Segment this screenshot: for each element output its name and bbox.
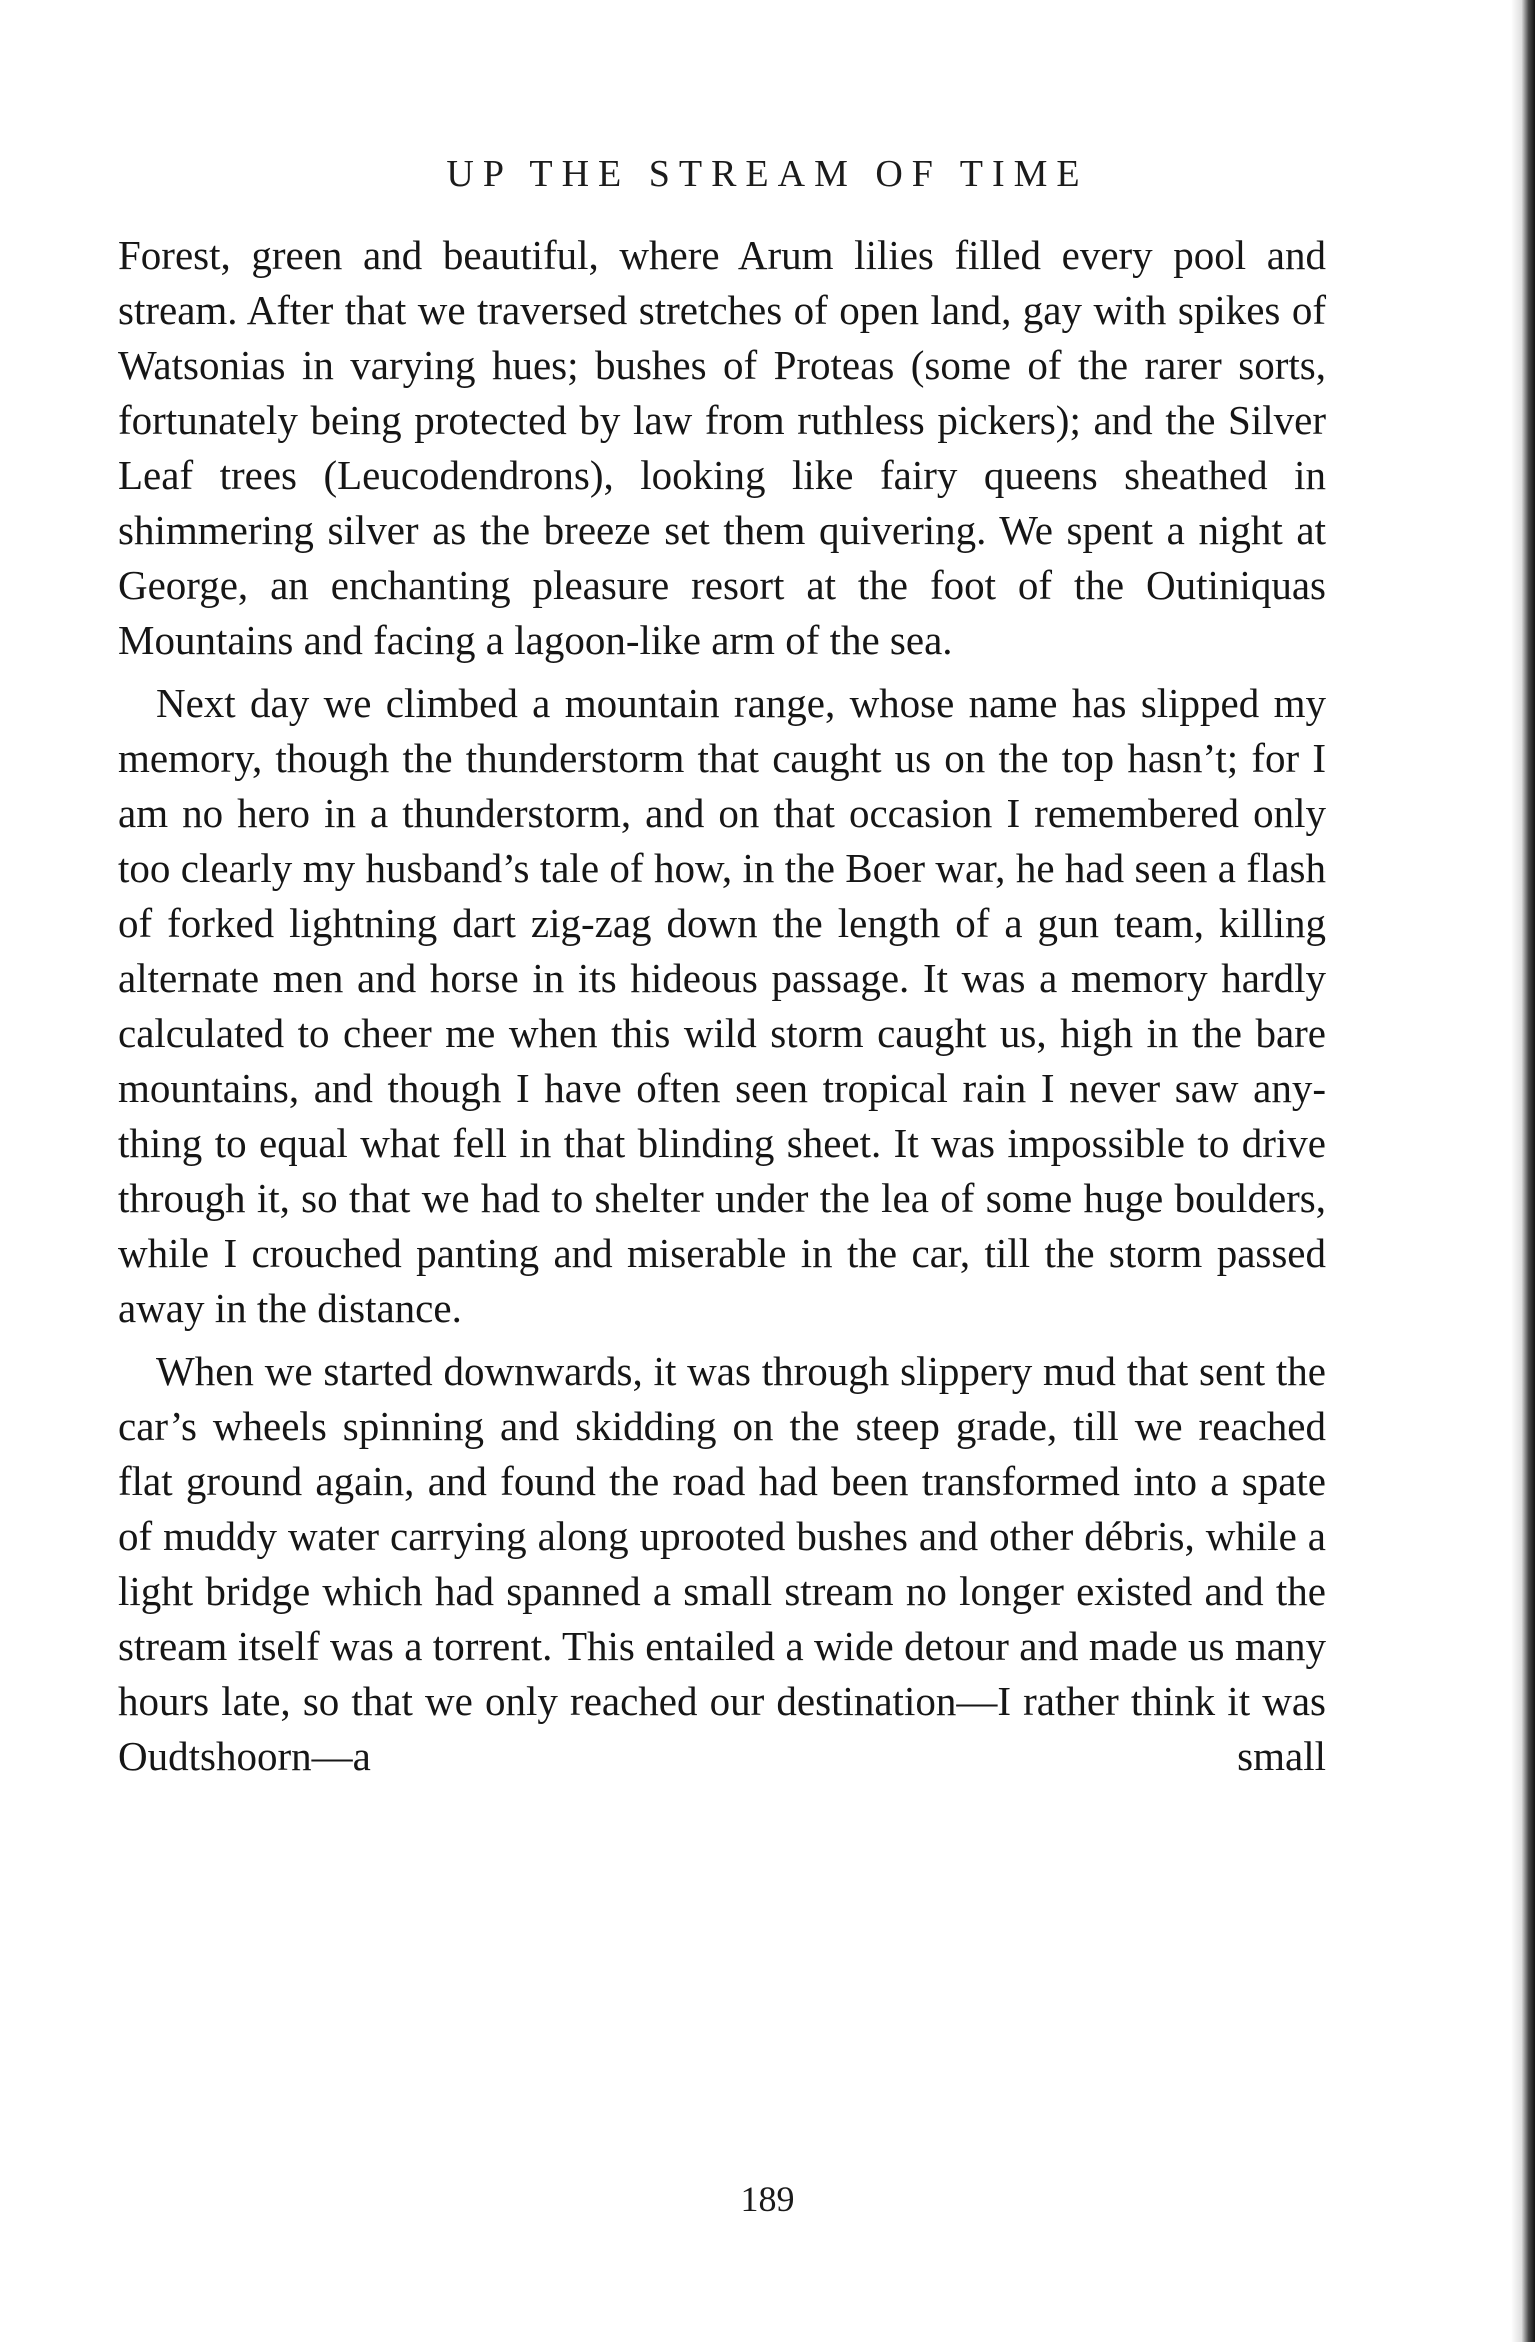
running-head: UP THE STREAM OF TIME	[446, 153, 1089, 195]
binding-edge	[1521, 0, 1535, 2342]
paragraph-1: Forest, green and beautiful, where Arum lilies filled every pool and stream. After that we traversed stretches of open land, gay with spikes of Watsonias in varying hues; bushes of Proteas (some of the rarer sorts, fortunately being protected by law from ruthless pickers); and the Silver Leaf trees (Leucodendrons), looking like fairy queens sheathed in shimmering silver as the breeze set them quivering. We spent a night at George, an enchanting pleasure resort at the foot of the Outiniquas Mountains and facing a lagoon-like arm of the sea.	[118, 232, 1326, 663]
paragraph-2: Next day we climbed a mountain range, whose name has slipped my memory, though the thunderstorm that caught us on the top hasn’t; for I am no hero in a thunderstorm, and on that occasion I remembered only too clearly my husband’s tale of how, in the Boer war, he had seen a flash of forked lightning dart zig-zag down the length of a gun team, killing alternate men and horse in its hideous passage. It was a memory hardly calculated to cheer me when this wild storm caught us, high in the bare mountains, and though I have often seen tropical rain I never saw anything to equal what fell in that blinding sheet. It was impossible to drive through it, so that we had to shelter under the lea of some huge boulders, while I crouched panting and miserable in the car, till the storm passed away in the distance.	[118, 680, 1326, 1331]
page-number: 189	[740, 2179, 795, 2219]
binding-shadow	[1511, 0, 1521, 2342]
body-text	[118, 228, 1326, 1784]
paragraph-3: When we started downwards, it was through slippery mud that sent the car’s wheels spinning and skidding on the steep grade, till we reached flat ground again, and found the road had been transformed into a spate of muddy water carrying along uprooted bushes and other débris, while a light bridge which had spanned a small stream no longer existed and the stream itself was a torrent. This entailed a wide detour and made us many hours late, so that we only reached our destination—I rather think it was Oudtshoorn—a small	[118, 1348, 1326, 1779]
